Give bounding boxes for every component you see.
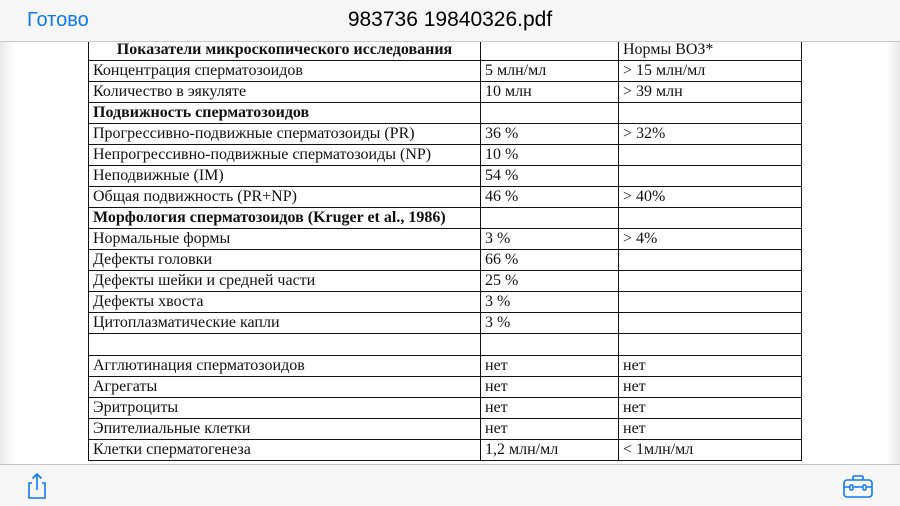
table-row — [89, 377, 802, 398]
table-row — [89, 61, 802, 82]
row-label: Непрогрессивно-подвижные сперматозоиды (NP) — [89, 145, 481, 166]
row-value — [481, 103, 619, 124]
row-norm — [619, 166, 802, 187]
table-row — [89, 187, 802, 208]
table-row — [89, 292, 802, 313]
share-icon — [22, 471, 52, 501]
table-row — [89, 419, 802, 440]
row-norm — [619, 271, 802, 292]
row-norm: нет — [619, 419, 802, 440]
table-row — [89, 271, 802, 292]
row-value — [481, 208, 619, 229]
row-value: 46 % — [481, 187, 619, 208]
table-header-row — [89, 42, 802, 61]
document-title: 983736 19840326.pdf — [347, 8, 553, 31]
bottom-toolbar — [0, 464, 900, 506]
row-label: Дефекты хвоста — [89, 292, 481, 313]
row-label: Дефекты головки — [89, 250, 481, 271]
row-norm — [619, 145, 802, 166]
row-label: Клетки сперматогенеза — [89, 440, 481, 461]
row-norm: < 1млн/мл — [619, 440, 802, 461]
row-label: Цитоплазматические капли — [89, 313, 481, 334]
row-value: 3 % — [481, 313, 619, 334]
table-row — [89, 440, 802, 461]
page-left-margin — [0, 42, 14, 464]
row-value: нет — [481, 398, 619, 419]
row-label: Агглютинация сперматозоидов — [89, 356, 481, 377]
row-norm — [619, 250, 802, 271]
table-row — [89, 166, 802, 187]
table-row — [89, 250, 802, 271]
table-row — [89, 313, 802, 334]
row-value: 25 % — [481, 271, 619, 292]
row-norm — [619, 208, 802, 229]
row-norm: нет — [619, 398, 802, 419]
row-norm: > 4% — [619, 229, 802, 250]
header-value — [481, 42, 619, 61]
row-label: Неподвижные (IM) — [89, 166, 481, 187]
top-navigation-bar — [0, 0, 900, 42]
table-row — [89, 145, 802, 166]
row-value: 10 млн — [481, 82, 619, 103]
row-value: нет — [481, 356, 619, 377]
row-value: нет — [481, 419, 619, 440]
row-value: 3 % — [481, 229, 619, 250]
row-value: нет — [481, 377, 619, 398]
row-label: Агрегаты — [89, 377, 481, 398]
row-norm: > 15 млн/мл — [619, 61, 802, 82]
row-value: 3 % — [481, 292, 619, 313]
table-row — [89, 229, 802, 250]
row-norm: нет — [619, 356, 802, 377]
empty-separator-row — [89, 334, 802, 356]
table-row — [89, 398, 802, 419]
row-label: Количество в эякуляте — [89, 82, 481, 103]
row-value: 66 % — [481, 250, 619, 271]
row-label: Нормальные формы — [89, 229, 481, 250]
row-label: Прогрессивно-подвижные сперматозоиды (PR) — [89, 124, 481, 145]
markup-tools-button[interactable] — [840, 471, 876, 501]
pdf-page[interactable] — [0, 42, 900, 464]
section-label: Подвижность сперматозоидов — [89, 103, 481, 124]
row-norm: нет — [619, 377, 802, 398]
row-norm — [619, 292, 802, 313]
row-label: Эритроциты — [89, 398, 481, 419]
row-norm: > 40% — [619, 187, 802, 208]
row-norm: > 39 млн — [619, 82, 802, 103]
row-label — [89, 334, 481, 356]
section-label: Морфология сперматозоидов (Kruger et al., 1986) — [89, 208, 481, 229]
microscopy-results-table — [88, 42, 802, 461]
row-label: Концентрация сперматозоидов — [89, 61, 481, 82]
page-right-margin — [886, 42, 900, 464]
row-label: Дефекты шейки и средней части — [89, 271, 481, 292]
table-row — [89, 356, 802, 377]
header-norm: Нормы ВОЗ* — [619, 42, 802, 61]
row-norm — [619, 103, 802, 124]
toolbox-icon — [840, 471, 876, 501]
row-value: 1,2 млн/мл — [481, 440, 619, 461]
row-norm: > 32% — [619, 124, 802, 145]
row-label: Эпителиальные клетки — [89, 419, 481, 440]
row-norm — [619, 334, 802, 356]
done-button[interactable]: Готово — [27, 9, 89, 31]
row-norm — [619, 313, 802, 334]
row-value: 36 % — [481, 124, 619, 145]
header-parameter: Показатели микроскопического исследования — [89, 42, 481, 61]
row-label: Общая подвижность (PR+NP) — [89, 187, 481, 208]
row-value — [481, 334, 619, 356]
section-header-row — [89, 103, 802, 124]
share-button[interactable] — [22, 471, 52, 501]
table-row — [89, 124, 802, 145]
section-header-row — [89, 208, 802, 229]
row-value: 10 % — [481, 145, 619, 166]
row-value: 54 % — [481, 166, 619, 187]
table-row — [89, 82, 802, 103]
row-value: 5 млн/мл — [481, 61, 619, 82]
